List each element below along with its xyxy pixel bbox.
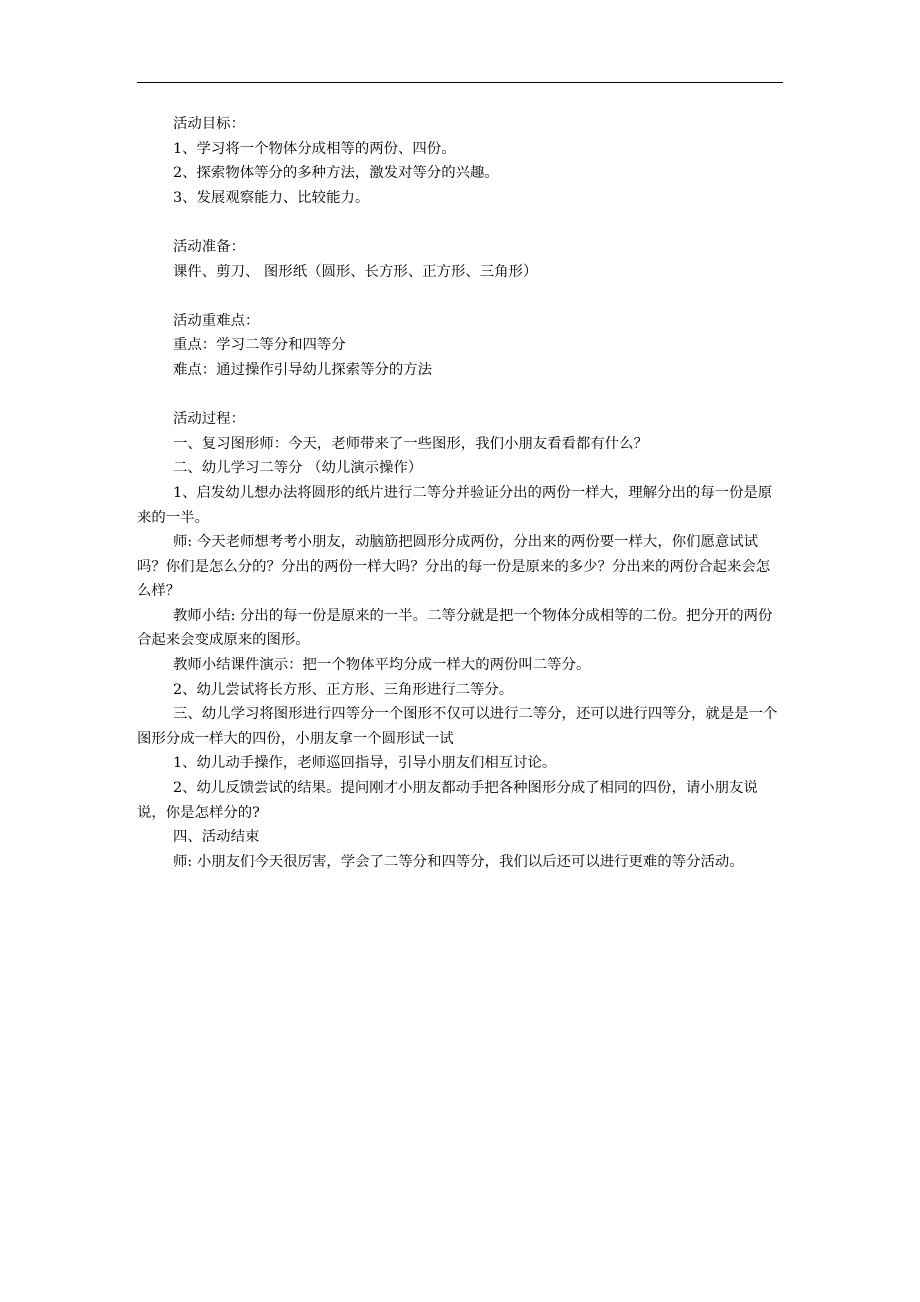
process-paragraph: 教师小结: 分出的每一份是原来的一半。二等分就是把一个物体分成相等的二份。把分开的两份合起来会变成原来的图形。	[137, 607, 773, 649]
process-paragraph: 教师小结课件演示：把一个物体平均分成一样大的两份叫二等分。	[173, 657, 591, 674]
process-paragraph: 师: 小朋友们今天很厉害，学会了二等分和四等分，我们以后还可以进行更难的等分活动。	[173, 853, 744, 870]
process-step-halves: 二、幼儿学习二等分 （幼儿演示操作）	[173, 460, 423, 477]
process-step-quarters: 三、幼儿学习将图形进行四等分一个图形不仅可以进行二等分，还可以进行四等分，就是是一个图形分成一样大的四份，小朋友拿一个圆形试一试	[137, 706, 778, 747]
document-body	[137, 112, 783, 874]
section-heading-key-points: 活动重难点：	[173, 312, 260, 329]
preparation-text: 课件、剪刀、 图形纸（圆形、长方形、正方形、三角形）	[173, 263, 538, 280]
process-step-end: 四、活动结束	[173, 829, 260, 846]
header-rule	[137, 82, 783, 83]
section-heading-goals: 活动目标：	[173, 116, 245, 132]
spacer	[137, 284, 783, 309]
goal-item-1: 1、学习将一个物体分成相等的两份、四份。	[173, 140, 456, 157]
spacer	[137, 210, 783, 235]
process-paragraph: 师: 今天老师想考考小朋友，动脑筋把圆形分成两份，分出来的两份要一样大，你们愿意试试吗？你们是怎么分的？分出的两份一样大吗？分出的每一份是原来的多少？分出来的两份合起来会怎么样？	[137, 534, 771, 600]
process-paragraph: 1、启发幼儿想办法将圆形的纸片进行二等分并验证分出的两份一样大，理解分出的每一份是原来的一半。	[137, 484, 773, 526]
goal-item-3: 3、发展观察能力、比较能力。	[173, 189, 370, 206]
process-paragraph: 2、幼儿反馈尝试的结果。提问刚才小朋友都动手把各种图形分成了相同的四份，请小朋友说说，你是怎样分的?	[137, 780, 758, 821]
process-paragraph: 1、幼儿动手操作，老师巡回指导，引导小朋友们相互讨论。	[173, 755, 557, 772]
goal-item-2: 2、探索物体等分的多种方法，激发对等分的兴趣。	[173, 165, 499, 182]
spacer	[137, 383, 783, 408]
difficult-point: 难点：通过操作引导幼儿探索等分的方法	[173, 361, 433, 378]
section-heading-preparation: 活动准备：	[173, 238, 245, 255]
process-step-review: 一、复习图形师：今天，老师带来了一些图形，我们小朋友看看都有什么？	[173, 435, 648, 452]
key-point: 重点：学习二等分和四等分	[173, 337, 346, 354]
section-heading-process: 活动过程：	[173, 411, 245, 428]
process-paragraph: 2、幼儿尝试将长方形、正方形、三角形进行二等分。	[173, 681, 514, 698]
